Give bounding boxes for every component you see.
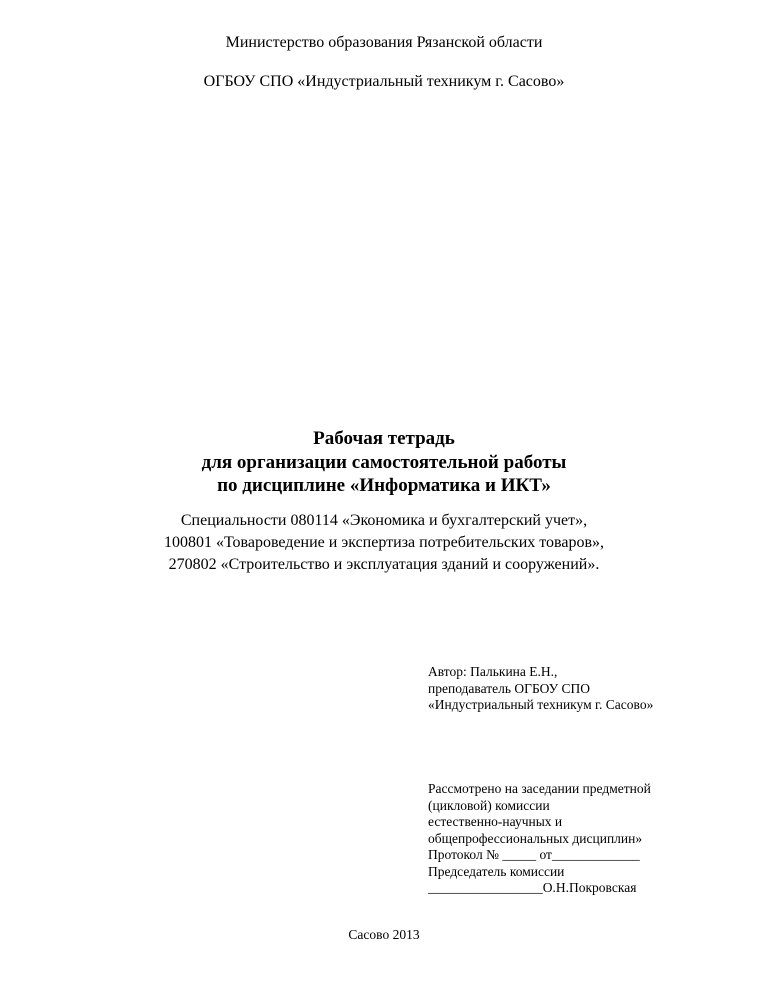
place-year: Сасово 2013 xyxy=(348,927,420,942)
specialty-line-2: 100801 «Товароведение и экспертиза потребительских товаров», xyxy=(163,534,605,551)
title-line-1: Рабочая тетрадь xyxy=(313,428,455,449)
review-block xyxy=(428,781,651,897)
author-line-2: преподаватель ОГБОУ СПО xyxy=(428,680,591,696)
title-line-3: по дисциплине «Информатика и ИКТ» xyxy=(217,475,551,496)
document-title xyxy=(0,427,768,498)
chairman-signature-line: _________________О.Н.Покровская xyxy=(428,880,637,895)
review-line-1: Рассмотрено на заседании предметной xyxy=(428,781,651,796)
review-line-2: (цикловой) комиссии xyxy=(428,797,550,813)
chairman-label: Председатель комиссии xyxy=(428,863,565,879)
college-name: ОГБОУ СПО «Индустриальный техникум г. Сасово» xyxy=(203,73,565,90)
review-line-3: естественно-научных и xyxy=(428,814,563,829)
title-line-2: для организации самостоятельной работы xyxy=(201,451,567,473)
specialty-line-1: Специальности 080114 «Экономика и бухгалтерский учет», xyxy=(180,512,588,529)
review-line-4: общепрофессиональных дисциплин» xyxy=(428,830,643,846)
author-block xyxy=(428,664,653,714)
protocol-line: Протокол № _____ от_____________ xyxy=(428,847,640,862)
ministry-name: Министерство образования Рязанской области xyxy=(225,34,543,51)
author-line-1: Автор: Палькина Е.Н., xyxy=(428,664,558,679)
specialty-line-3: 270802 «Строительство и эксплуатация зданий и сооружений». xyxy=(168,556,600,573)
author-line-3: «Индустриальный техникум г. Сасово» xyxy=(428,697,654,712)
specialties-block xyxy=(0,510,768,576)
